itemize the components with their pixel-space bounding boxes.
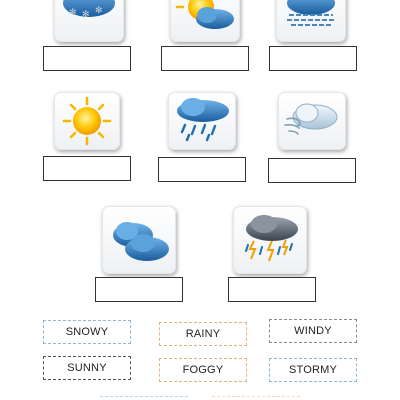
fog-cloud-icon (277, 0, 345, 41)
answer-box[interactable] (95, 277, 183, 302)
sun-cloud-picture (170, 0, 240, 42)
answer-box[interactable] (228, 277, 316, 302)
sunny-picture (54, 92, 120, 150)
word-label: SNOWY (65, 326, 109, 338)
storm-cloud-icon (234, 207, 306, 273)
wind-cloud-icon (279, 93, 345, 149)
word-card-sunny[interactable] (43, 356, 131, 380)
word-label: FOGGY (182, 364, 224, 376)
answer-box[interactable] (269, 46, 357, 71)
word-card-stormy[interactable] (269, 358, 357, 382)
word-card-windy[interactable] (269, 319, 357, 343)
snowy-picture (54, 0, 124, 42)
cloudy-picture (102, 206, 176, 274)
sun-behind-cloud-icon (171, 0, 239, 41)
word-label: WINDY (294, 325, 332, 337)
svg-text:✻: ✻ (82, 10, 90, 20)
clouds-icon (103, 207, 175, 273)
foggy-picture (276, 0, 346, 42)
word-label: SUNNY (67, 362, 107, 374)
answer-box[interactable] (158, 157, 246, 182)
answer-box[interactable] (43, 156, 131, 181)
cropped-divider (212, 396, 300, 398)
answer-box[interactable] (268, 158, 356, 183)
snowflake-cloud-icon (55, 0, 123, 41)
word-card-snowy[interactable] (43, 320, 131, 344)
word-card-rainy[interactable] (159, 322, 247, 346)
windy-picture (278, 92, 346, 150)
svg-text:✻: ✻ (95, 6, 103, 16)
answer-box[interactable] (161, 46, 249, 71)
word-label: STORMY (288, 364, 338, 376)
cropped-divider (100, 396, 188, 398)
sun-icon (55, 93, 119, 149)
rainy-picture (168, 92, 236, 150)
rain-cloud-icon (169, 93, 235, 149)
svg-text:✻: ✻ (69, 8, 77, 18)
word-label: RAINY (185, 328, 221, 340)
answer-box[interactable] (43, 46, 131, 71)
stormy-picture (233, 206, 307, 274)
word-card-foggy[interactable] (159, 358, 247, 382)
